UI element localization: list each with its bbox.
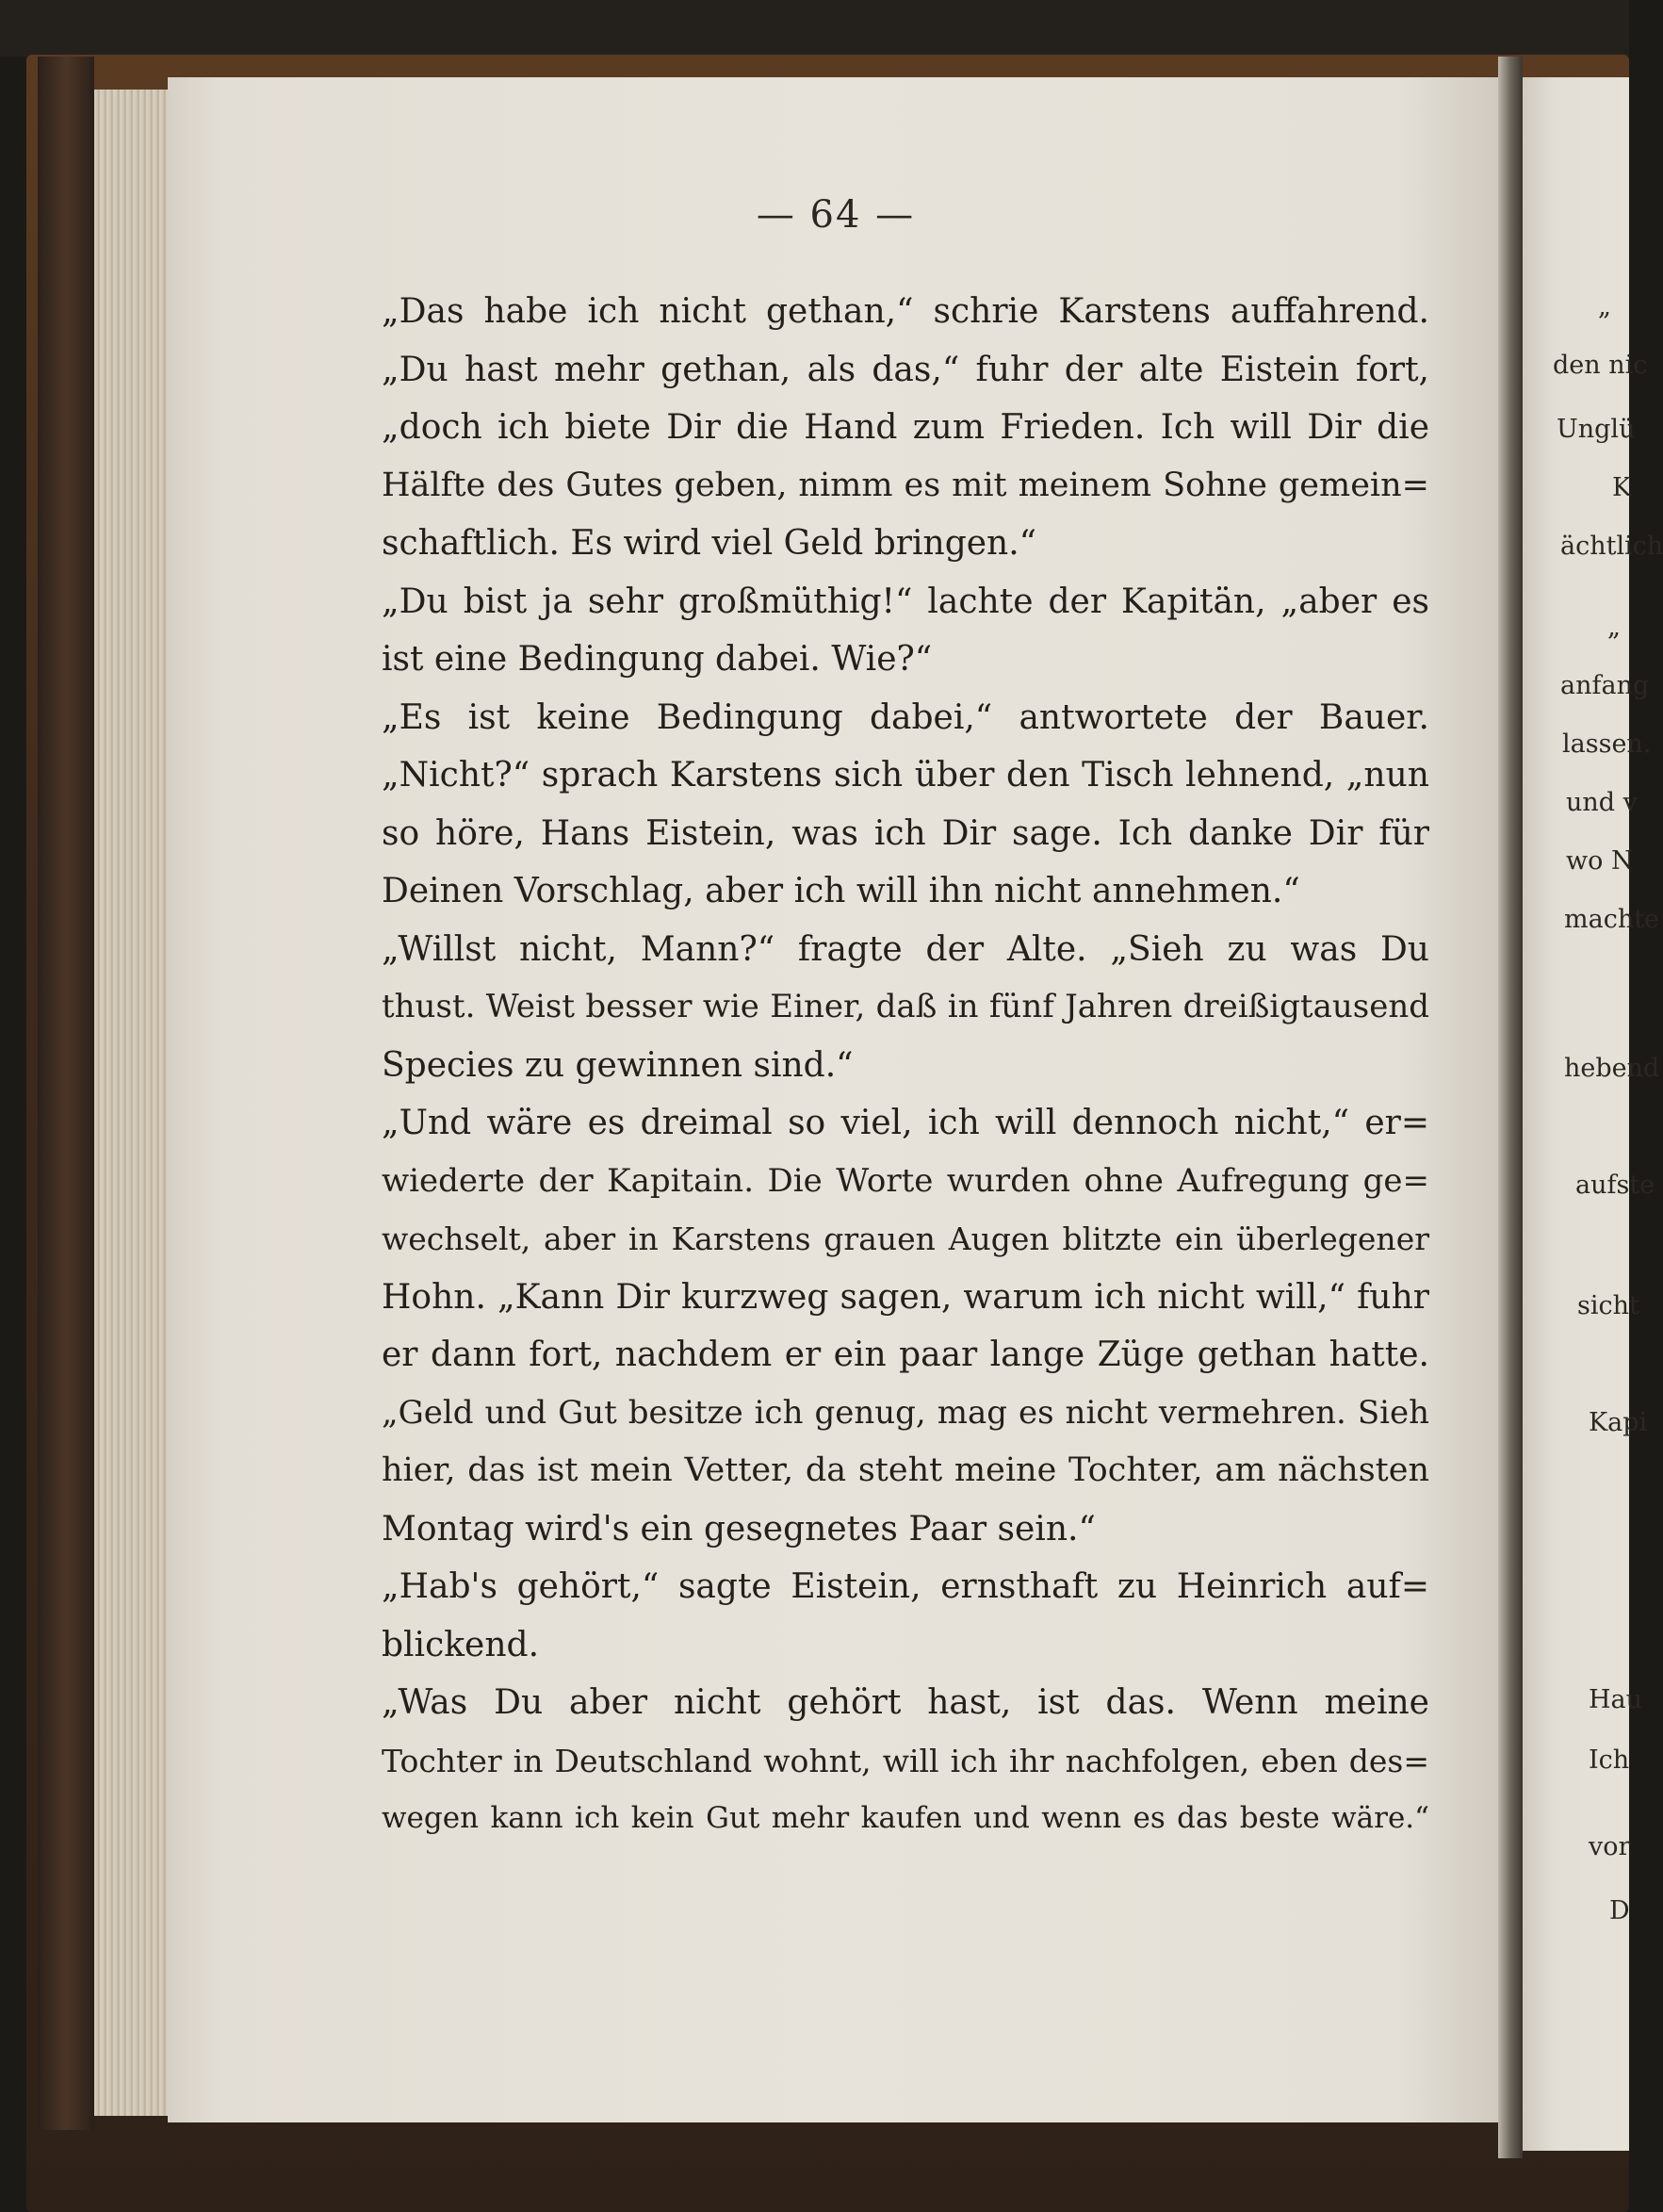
right-fragment: K	[1612, 473, 1632, 502]
body-text	[382, 283, 1429, 1848]
right-fragment: anfang	[1560, 671, 1650, 700]
cover-edge	[38, 57, 94, 2130]
text-line: „Du bist ja sehr großmüthig!“ lachte der Kapitän, „aber es	[382, 582, 1429, 621]
right-fragment: vor	[1589, 1832, 1631, 1861]
text-line: Montag wird's ein gesegnetes Paar sein.“	[382, 1509, 1096, 1548]
text-line: „Willst nicht, Mann?“ fragte der Alte. „Sieh zu was Du	[382, 929, 1429, 969]
right-page	[1523, 77, 1663, 2151]
text-line: wechselt, aber in Karstens grauen Augen blitzte ein überlegener	[382, 1221, 1429, 1257]
right-fragment: Hau	[1589, 1685, 1643, 1714]
page-stack	[94, 90, 170, 2116]
text-line: „Es ist keine Bedingung dabei,“ antwortete der Bauer.	[382, 697, 1429, 737]
text-line: Deinen Vorschlag, aber ich will ihn nicht annehmen.“	[382, 872, 1300, 910]
text-line: „Geld und Gut besitze ich genug, mag es nicht vermehren. Sieh	[382, 1393, 1429, 1432]
text-line: Species zu gewinnen sind.“	[382, 1045, 854, 1085]
text-line: „Das habe ich nicht gethan,“ schrie Karstens auffahrend.	[382, 292, 1429, 331]
text-line: hier, das ist mein Vetter, da steht meine Tochter, am nächsten	[382, 1451, 1429, 1489]
book-gutter	[1498, 57, 1523, 2158]
right-fragment: machte	[1564, 905, 1660, 934]
text-line: Hohn. „Kann Dir kurzweg sagen, warum ich nicht will,“ fuhr	[382, 1277, 1429, 1317]
right-fragment: Ich	[1589, 1745, 1630, 1775]
text-line: blickend.	[382, 1625, 540, 1664]
text-line: Tochter in Deutschland wohnt, will ich ihr nachfolgen, eben des=	[382, 1742, 1429, 1779]
text-line: „Hab's gehört,“ sagte Eistein, ernsthaft zu Heinrich auf=	[382, 1567, 1429, 1606]
text-line: Hälfte des Gutes geben, nimm es mit meinem Sohne gemein=	[382, 466, 1429, 504]
right-fragment: wo N	[1566, 846, 1634, 876]
right-fragment: den nic	[1553, 351, 1648, 380]
text-line: wiederte der Kapitain. Die Worte wurden ohne Aufregung ge=	[382, 1161, 1429, 1200]
right-fragment: Unglü	[1557, 415, 1636, 444]
text-line: schaftlich. Es wird viel Geld bringen.“	[382, 524, 1037, 563]
text-line: wegen kann ich kein Gut mehr kaufen und wenn es das beste wäre.“	[382, 1801, 1429, 1835]
text-line: „Du hast mehr gethan, als das,“ fuhr der alte Eistein fort,	[382, 350, 1429, 389]
text-line: ist eine Bedingung dabei. Wie?“	[382, 640, 933, 679]
right-fragment: aufste	[1575, 1171, 1655, 1200]
right-fragment: hebend	[1564, 1054, 1660, 1083]
right-fragment: sicht	[1577, 1291, 1639, 1320]
text-line: „Was Du aber nicht gehört hast, ist das. Wenn meine	[382, 1683, 1429, 1722]
right-fragment: „	[1607, 613, 1621, 642]
text-line: er dann fort, nachdem er ein paar lange Züge gethan hatte.	[382, 1335, 1429, 1374]
text-line: „Und wäre es dreimal so viel, ich will dennoch nicht,“ er=	[382, 1104, 1429, 1142]
right-fragment: und v	[1566, 788, 1638, 817]
text-line: thust. Weist besser wie Einer, daß in fünf Jahren dreißigtausend	[382, 988, 1429, 1025]
right-fragment: D	[1609, 1896, 1630, 1925]
page-number: — 64 —	[756, 193, 916, 237]
text-line: „doch ich biete Dir die Hand zum Frieden. Ich will Dir die	[382, 408, 1429, 447]
right-fragment: „	[1598, 292, 1611, 321]
background	[0, 0, 1629, 57]
right-fragment: ächtlich	[1560, 532, 1663, 561]
right-fragment: lassen.	[1562, 729, 1652, 759]
text-line: „Nicht?“ sprach Karstens sich über den Tisch lehnend, „nun	[382, 756, 1429, 795]
text-line: so höre, Hans Eistein, was ich Dir sage. Ich danke Dir für	[382, 813, 1429, 853]
right-fragment: Kapi	[1589, 1408, 1648, 1437]
